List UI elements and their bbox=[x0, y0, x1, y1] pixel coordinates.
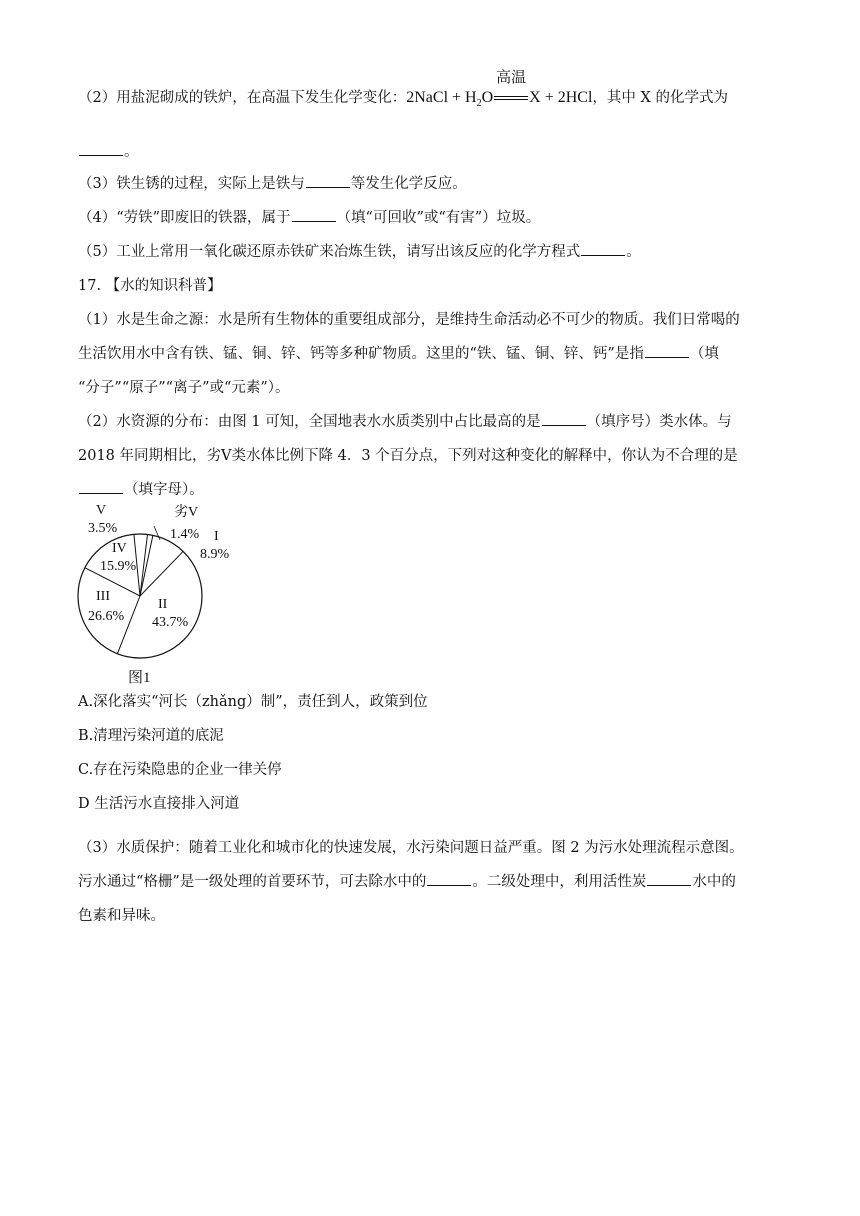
answer-blank[interactable] bbox=[292, 209, 336, 222]
pie-chart bbox=[72, 500, 252, 690]
q17-part1-line3: “分子”“原子”“离子”或“元素”）。 bbox=[78, 380, 290, 396]
q16-part2-line bbox=[78, 70, 728, 114]
q16-part3-line bbox=[78, 174, 467, 194]
q17-part2-line1 bbox=[78, 412, 732, 432]
q16-part4-line bbox=[78, 208, 540, 228]
answer-blank[interactable] bbox=[647, 873, 691, 886]
equation-left: 2NaCl + H bbox=[406, 89, 477, 106]
q17-part3-line1: （3）水质保护：随着工业化和城市化的快速发展，水污染问题日益严重。图 2 为污水处理流程示意图。 bbox=[78, 840, 744, 856]
pie-figure bbox=[72, 500, 252, 690]
pie-slice-label: III bbox=[96, 589, 110, 604]
option-c: C.存在污染隐患的企业一律关停 bbox=[78, 762, 282, 778]
answer-blank[interactable] bbox=[581, 243, 625, 256]
q17-part1-line2 bbox=[78, 344, 719, 364]
q17-part3-line2-suffix: 水中的 bbox=[692, 874, 736, 890]
answer-blank[interactable] bbox=[79, 481, 123, 494]
q17-part1-line2-prefix: 生活饮用水中含有铁、锰、铜、锌、钙等多种矿物质。这里的“铁、锰、铜、锌、钙”是指 bbox=[78, 346, 644, 362]
q16-part2-suffix: ，其中 X 的化学式为 bbox=[592, 90, 728, 106]
pie-slice-label: V bbox=[96, 503, 107, 518]
reaction-condition bbox=[494, 70, 528, 108]
q16-part2-tail: 。 bbox=[124, 144, 139, 160]
equation-right: X + 2HCl bbox=[529, 89, 593, 106]
equation-subscript: 2 bbox=[476, 98, 482, 110]
equation-oxygen: O bbox=[481, 89, 494, 106]
q17-part2-line3-suffix: （填字母）。 bbox=[124, 482, 204, 498]
q17-part3-line3: 色素和异味。 bbox=[78, 908, 165, 924]
q17-part1-line1: （1）水是生命之源：水是所有生物体的重要组成部分，是维持生命活动必不可少的物质。我们日常喝的 bbox=[78, 312, 740, 328]
q16-part2-prefix: （2）用盐泥砌成的铁炉，在高温下发生化学变化： bbox=[78, 90, 407, 106]
q17-heading: 17. 【水的知识科普】 bbox=[78, 278, 222, 294]
pie-slice-boundary bbox=[117, 596, 140, 654]
answer-blank[interactable] bbox=[79, 143, 123, 156]
q16-part5-line bbox=[78, 242, 641, 262]
q17-part2-line1-suffix: （填序号）类水体。与 bbox=[586, 414, 732, 430]
q16-part5-prefix: （5）工业上常用一氧化碳还原赤铁矿来冶炼生铁，请写出该反应的化学方程式 bbox=[78, 244, 581, 260]
equals-double-bar bbox=[494, 96, 528, 100]
option-b: B.清理污染河道的底泥 bbox=[78, 728, 224, 744]
q17-part3-line2 bbox=[78, 872, 736, 892]
answer-blank[interactable] bbox=[645, 345, 689, 358]
answer-blank[interactable] bbox=[542, 413, 586, 426]
q17-part2-line1-prefix: （2）水资源的分布：由图 1 可知，全国地表水水质类别中占比最高的是 bbox=[78, 414, 541, 430]
q16-part5-suffix: 。 bbox=[626, 244, 641, 260]
q16-part3-suffix: 等发生化学反应。 bbox=[350, 176, 467, 192]
answer-blank[interactable] bbox=[306, 175, 350, 188]
figure-caption: 图1 bbox=[128, 670, 151, 686]
pie-slice-label: IV bbox=[112, 541, 127, 556]
pie-slice-boundary bbox=[140, 551, 183, 596]
reaction-equation bbox=[406, 70, 593, 110]
q16-part3-prefix: （3）铁生锈的过程，实际上是铁与 bbox=[78, 176, 305, 192]
pie-slice-percent: 26.6% bbox=[88, 609, 125, 624]
pie-slice-percent: 43.7% bbox=[152, 615, 189, 630]
answer-blank[interactable] bbox=[427, 873, 471, 886]
reaction-condition-label: 高温 bbox=[496, 70, 527, 86]
q17-part2-line3 bbox=[78, 480, 204, 500]
pie-slice-label: I bbox=[214, 529, 219, 544]
q17-part1-line2-suffix: （填 bbox=[689, 346, 719, 362]
pie-slice-label: 劣V bbox=[174, 505, 199, 520]
pie-slice-percent: 1.4% bbox=[170, 527, 200, 542]
pie-slice-percent: 15.9% bbox=[100, 559, 137, 574]
option-d: D 生活污水直接排入河道 bbox=[78, 796, 240, 812]
q16-part4-prefix: （4）“劳铁”即废旧的铁器，属于 bbox=[78, 210, 291, 226]
q16-part2-answer-line bbox=[78, 142, 139, 162]
pie-slice-percent: 8.9% bbox=[200, 547, 230, 562]
pie-slice-percent: 3.5% bbox=[88, 521, 118, 536]
q17-part3-line2-mid: 。二级处理中，利用活性炭 bbox=[472, 874, 647, 890]
q17-part2-line2: 2018 年同期相比，劣Ⅴ类水体比例下降 4．3 个百分点，下列对这种变化的解释中，你认为不合理的是 bbox=[78, 448, 738, 464]
option-a: A.深化落实“河长（zhǎng）制”，责任到人，政策到位 bbox=[78, 694, 428, 710]
q17-part3-line2-prefix: 污水通过“格栅”是一级处理的首要环节，可去除水中的 bbox=[78, 874, 427, 890]
pie-leader-line bbox=[154, 526, 160, 540]
pie-slice-label: II bbox=[158, 597, 168, 612]
q16-part4-suffix: （填“可回收”或“有害”）垃圾。 bbox=[336, 210, 541, 226]
